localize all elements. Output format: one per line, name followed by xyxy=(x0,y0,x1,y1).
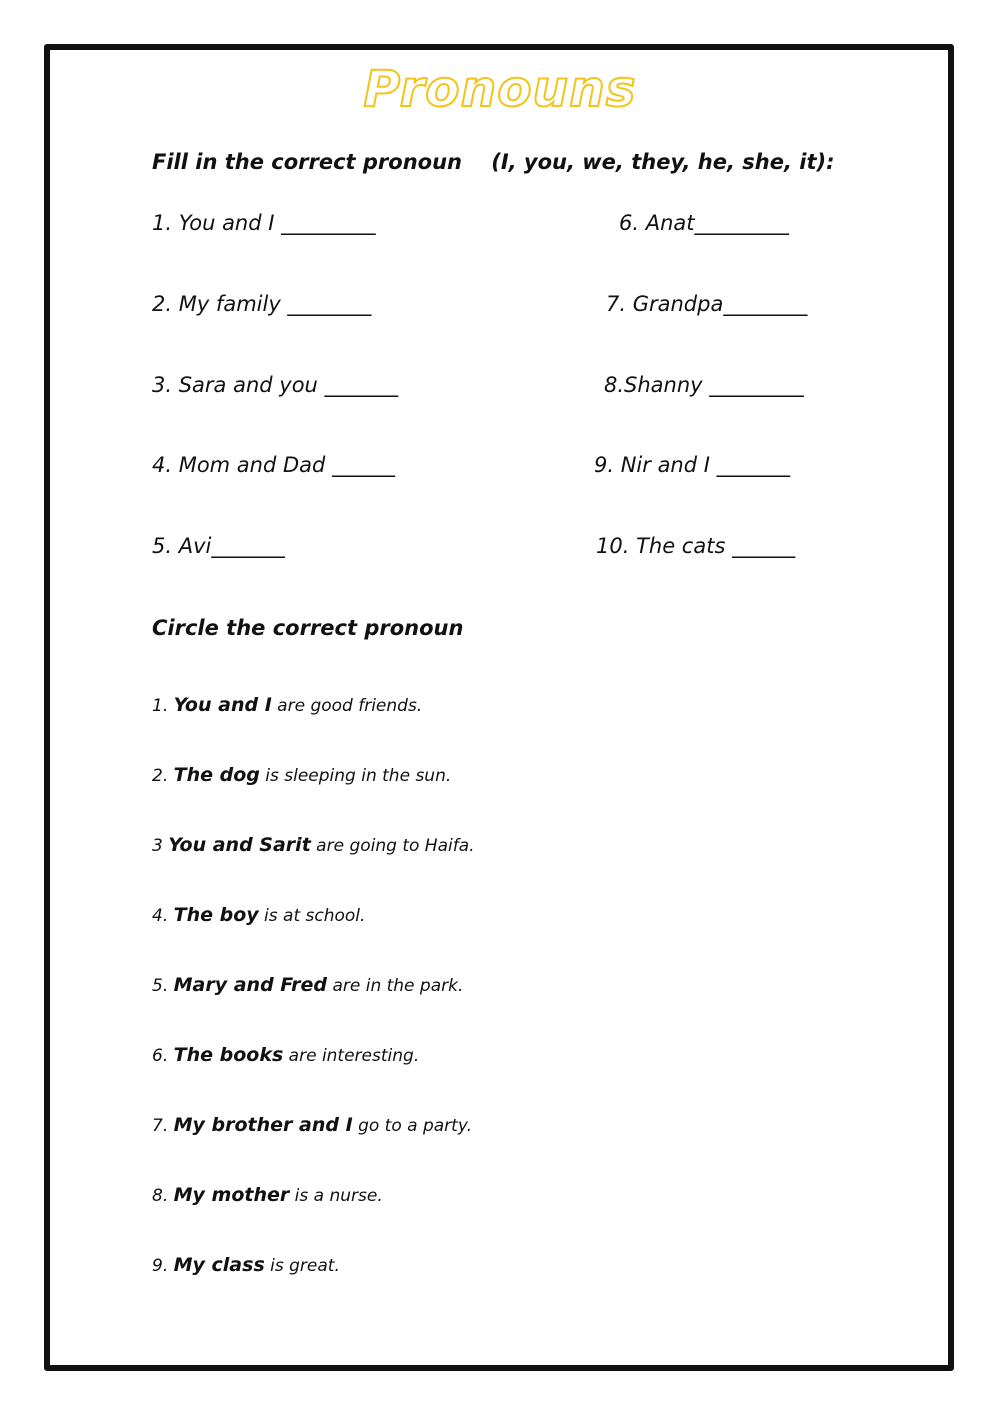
item-subject: My class xyxy=(173,1254,265,1276)
item-rest: are interesting. xyxy=(283,1046,420,1066)
item-subject: The books xyxy=(173,1044,284,1066)
circle-item xyxy=(152,1114,472,1136)
circle-instruction: Circle the correct pronoun xyxy=(152,616,464,640)
fill-in-item: 4. Mom and Dad ______ xyxy=(152,453,396,477)
circle-item xyxy=(152,1254,340,1276)
item-number: 7. xyxy=(152,1116,174,1136)
page-title: Pronouns xyxy=(363,60,637,118)
fill-in-item: 8.Shanny _________ xyxy=(604,373,804,397)
item-rest: is sleeping in the sun. xyxy=(259,766,452,786)
item-number: 5. xyxy=(152,976,174,996)
item-number: 1. xyxy=(152,696,174,716)
circle-item xyxy=(152,694,422,716)
fill-in-item: 6. Anat_________ xyxy=(619,211,789,235)
item-rest: are good friends. xyxy=(271,696,423,716)
item-subject: You and Sarit xyxy=(168,834,311,856)
circle-item xyxy=(152,1184,383,1206)
fill-in-item: 2. My family ________ xyxy=(152,292,372,316)
fill-in-item: 9. Nir and I _______ xyxy=(594,453,791,477)
item-subject: Mary and Fred xyxy=(173,974,328,996)
item-number: 2. xyxy=(152,766,174,786)
circle-item xyxy=(152,834,475,856)
item-rest: is great. xyxy=(264,1256,340,1276)
circle-item xyxy=(152,1044,419,1066)
item-number: 6. xyxy=(152,1046,174,1066)
fill-in-item: 5. Avi_______ xyxy=(152,534,285,558)
item-subject: The boy xyxy=(173,904,259,926)
item-subject: The dog xyxy=(173,764,260,786)
item-rest: is a nurse. xyxy=(289,1186,383,1206)
item-number: 8. xyxy=(152,1186,174,1206)
fill-in-item: 1. You and I _________ xyxy=(152,211,376,235)
fill-in-instruction: Fill in the correct pronoun (I, you, we, they, he, she, it): xyxy=(152,150,835,174)
item-subject: You and I xyxy=(173,694,272,716)
circle-item xyxy=(152,764,451,786)
fill-in-item: 3. Sara and you _______ xyxy=(152,373,399,397)
fill-in-item: 7. Grandpa________ xyxy=(606,292,808,316)
circle-item xyxy=(152,904,365,926)
item-rest: go to a party. xyxy=(352,1116,472,1136)
item-number: 4. xyxy=(152,906,174,926)
item-subject: My mother xyxy=(173,1184,290,1206)
item-number: 3 xyxy=(152,836,169,856)
item-rest: is at school. xyxy=(258,906,366,926)
item-rest: are in the park. xyxy=(327,976,464,996)
circle-item xyxy=(152,974,463,996)
item-rest: are going to Haifa. xyxy=(310,836,475,856)
item-subject: My brother and I xyxy=(173,1114,353,1136)
item-number: 9. xyxy=(152,1256,174,1276)
fill-in-item: 10. The cats ______ xyxy=(596,534,796,558)
